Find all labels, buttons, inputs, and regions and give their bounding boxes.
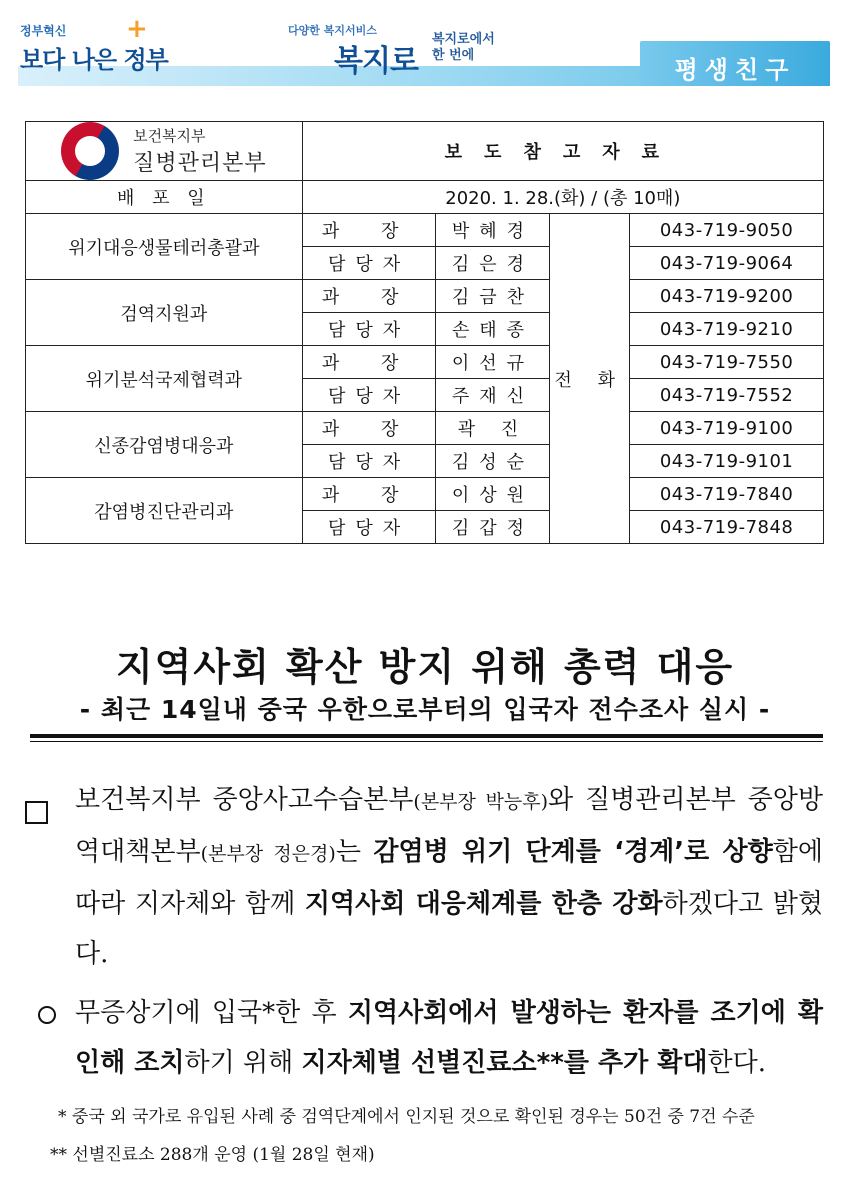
p2-text-c: 하기 위해 xyxy=(184,1048,302,1078)
person: 김금찬 xyxy=(436,280,550,313)
gov-logo-small-text: 정부혁신 xyxy=(20,24,67,38)
p1-text-a: 보건복지부 중앙사고수습본부 xyxy=(75,785,414,815)
role: 과 장 xyxy=(302,214,436,247)
department-name: 신종감염병대응과 xyxy=(26,412,303,478)
gov-logo-big-text: 보다 나은 정부 xyxy=(20,46,168,74)
p2-emphasis-1: 지역사회에서 발생하는 환자를 조기에 확인해 조치 xyxy=(75,998,823,1078)
person: 박혜경 xyxy=(436,214,550,247)
ministry-name: 보건복지부 xyxy=(133,127,206,145)
divider-thin xyxy=(30,741,823,742)
document-title: 보도참고자료 xyxy=(302,122,823,181)
p1-emphasis-1: 감염병 위기 단계를 ‘경계’로 상향 xyxy=(373,837,773,867)
person: 김갑정 xyxy=(436,511,550,544)
department-name: 감염병진단관리과 xyxy=(26,478,303,544)
phone-label: 전 화 xyxy=(550,214,630,544)
bokjiro-name: 복지로 xyxy=(334,44,418,79)
p2-text-a: 무증상기에 입국*한 후 xyxy=(75,998,348,1028)
phone-number: 043-719-9050 xyxy=(630,214,824,247)
plus-icon: + xyxy=(126,14,148,44)
circle-bullet-icon xyxy=(38,1006,56,1024)
phone-number: 043-719-9210 xyxy=(630,313,824,346)
phone-number: 043-719-7552 xyxy=(630,379,824,412)
person: 곽 진 xyxy=(436,412,550,445)
p1-text-i: 하겠다고 밝혔다. xyxy=(75,889,823,969)
role: 담당자 xyxy=(302,445,436,478)
p1-text-b: (본부장 박능후) xyxy=(413,791,549,813)
p2-text-e: 한다. xyxy=(707,1048,767,1078)
p1-emphasis-2: 지역사회 대응체계를 한층 강화 xyxy=(304,889,663,919)
press-info-table xyxy=(25,121,824,544)
p1-text-g: 함에 따라 지자체와 함께 xyxy=(75,837,823,919)
footnote-2: ** 선별진료소 288개 운영 (1월 28일 현재) xyxy=(50,1145,375,1165)
phone-number: 043-719-9064 xyxy=(630,247,824,280)
square-bullet-icon xyxy=(25,801,48,824)
role: 담당자 xyxy=(302,313,436,346)
phone-number: 043-719-9200 xyxy=(630,280,824,313)
bokjiro-tagline: 다양한 복지서비스 xyxy=(288,24,377,37)
phone-number: 043-719-9100 xyxy=(630,412,824,445)
person: 주재신 xyxy=(436,379,550,412)
banner-tab-label: 평생친구 xyxy=(674,56,796,84)
bokjiro-logo xyxy=(288,22,508,80)
role: 담당자 xyxy=(302,379,436,412)
p1-text-d: (본부장 정은경) xyxy=(200,843,336,865)
paragraph-sub xyxy=(75,988,823,1088)
agency-name: 질병관리본부 xyxy=(133,151,267,176)
paragraph-main xyxy=(75,775,823,979)
person: 김성순 xyxy=(436,445,550,478)
phone-number: 043-719-9101 xyxy=(630,445,824,478)
department-name: 위기분석국제협력과 xyxy=(26,346,303,412)
phone-number: 043-719-7840 xyxy=(630,478,824,511)
bokjiro-right-line-2: 한 번에 xyxy=(432,48,475,63)
phone-number: 043-719-7550 xyxy=(630,346,824,379)
person: 김은경 xyxy=(436,247,550,280)
date-label: 배 포 일 xyxy=(26,181,303,214)
top-banner xyxy=(0,0,850,95)
role: 담당자 xyxy=(302,511,436,544)
person: 이선규 xyxy=(436,346,550,379)
bokjiro-right-text xyxy=(432,32,495,64)
role: 과 장 xyxy=(302,478,436,511)
ministry-logo-cell xyxy=(26,122,303,181)
p2-emphasis-2: 지자체별 선별진료소**를 추가 확대 xyxy=(301,1048,708,1078)
phone-number: 043-719-7848 xyxy=(630,511,824,544)
role: 과 장 xyxy=(302,280,436,313)
taegeuk-emblem-icon xyxy=(61,122,119,180)
role: 과 장 xyxy=(302,346,436,379)
p1-text-c: 와 질병관리본부 중앙방역대책본부 xyxy=(75,785,823,867)
p1-text-e: 는 xyxy=(335,837,374,867)
person: 손태종 xyxy=(436,313,550,346)
role: 과 장 xyxy=(302,412,436,445)
headline-subtitle: - 최근 14일내 중국 우한으로부터의 입국자 전수조사 실시 - xyxy=(79,695,771,724)
bokjiro-right-line-1: 복지로에서 xyxy=(432,32,495,47)
role: 담당자 xyxy=(302,247,436,280)
divider-thick xyxy=(30,734,823,738)
person: 이상원 xyxy=(436,478,550,511)
footnote-1: * 중국 외 국가로 유입된 사례 중 검역단계에서 인지된 것으로 확인된 경우는 50건 중 7건 수준 xyxy=(58,1107,755,1127)
banner-tab xyxy=(640,41,830,86)
department-name: 위기대응생물테러총괄과 xyxy=(26,214,303,280)
department-name: 검역지원과 xyxy=(26,280,303,346)
headline-title: 지역사회 확산 방지 위해 총력 대응 xyxy=(115,645,735,689)
date-value: 2020. 1. 28.(화) / (총 10매) xyxy=(302,181,823,214)
